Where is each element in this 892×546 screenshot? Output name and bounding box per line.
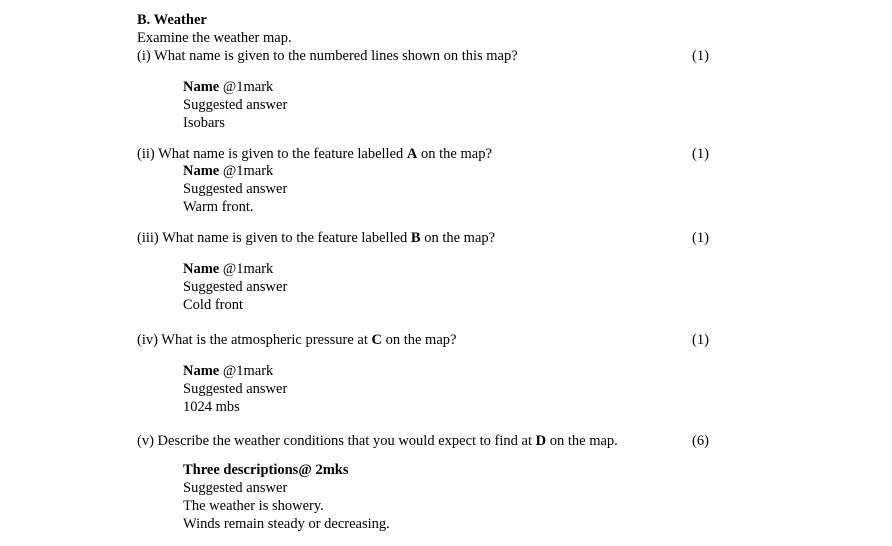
question-v-marks: (6): [692, 433, 709, 449]
question-i-suggested-label: Suggested answer: [183, 97, 288, 113]
question-ii-suggested-label: Suggested answer: [183, 181, 288, 197]
question-iv-criteria-rest: @1mark: [219, 363, 274, 379]
question-iv-answer-1: 1024 mbs: [183, 399, 240, 415]
question-v-answer-1: The weather is showery.: [183, 498, 324, 514]
question-i-criteria: [183, 78, 273, 96]
question-iv-marks: (1): [692, 332, 709, 348]
section-intro: Examine the weather map.: [137, 30, 292, 46]
question-v-answer-2: Winds remain steady or decreasing.: [183, 516, 390, 532]
question-iii-criteria: [183, 260, 273, 278]
question-i-prompt: [137, 47, 518, 65]
question-iii-answer-1: Cold front: [183, 297, 244, 313]
question-i-text: (i) What name is given to the numbered lines shown on this map?: [137, 48, 518, 64]
question-i-criteria-bold: Name: [183, 79, 220, 95]
question-iv-criteria-bold: Name: [183, 363, 220, 379]
question-v-criteria: [183, 461, 348, 479]
question-ii-answer-1: Warm front.: [183, 199, 254, 215]
question-i-answer-1: Isobars: [183, 115, 225, 131]
question-iii-marks: (1): [692, 230, 709, 246]
question-iv-criteria: [183, 362, 273, 380]
question-ii-criteria-bold: Name: [183, 163, 220, 179]
question-ii-criteria: [183, 162, 273, 180]
question-ii-criteria-rest: @1mark: [219, 163, 274, 179]
question-i-marks: (1): [692, 48, 709, 64]
question-v-text-after: on the map.: [546, 433, 618, 449]
question-iii-prompt: [137, 229, 495, 247]
question-ii-text-before: (ii) What name is given to the feature labelled: [137, 146, 407, 162]
question-iii-suggested-label: Suggested answer: [183, 279, 288, 295]
question-v-label: D: [535, 433, 547, 449]
question-iii-criteria-bold: Name: [183, 261, 220, 277]
question-v-prompt: [137, 432, 618, 450]
section-heading: B. Weather: [137, 12, 207, 28]
question-iv-suggested-label: Suggested answer: [183, 381, 288, 397]
question-iv-prompt: [137, 331, 456, 349]
question-iii-text-before: (iii) What name is given to the feature labelled: [137, 230, 411, 246]
question-ii-marks: (1): [692, 146, 709, 162]
question-ii-label: A: [406, 146, 418, 162]
question-i-criteria-rest: @1mark: [219, 79, 274, 95]
question-iv-text-after: on the map?: [381, 332, 457, 348]
question-v-text-before: (v) Describe the weather conditions that you would expect to find at: [137, 433, 536, 449]
question-iv-text-before: (iv) What is the atmospheric pressure at: [137, 332, 372, 348]
question-iv-label: C: [371, 332, 382, 348]
question-iii-criteria-rest: @1mark: [219, 261, 274, 277]
question-iii-label: B: [410, 230, 421, 246]
question-ii-prompt: [137, 145, 492, 163]
question-iii-text-after: on the map?: [420, 230, 496, 246]
question-v-criteria-bold: Three descriptions@ 2mks: [183, 462, 349, 478]
question-v-suggested-label: Suggested answer: [183, 480, 288, 496]
question-ii-text-after: on the map?: [417, 146, 492, 162]
